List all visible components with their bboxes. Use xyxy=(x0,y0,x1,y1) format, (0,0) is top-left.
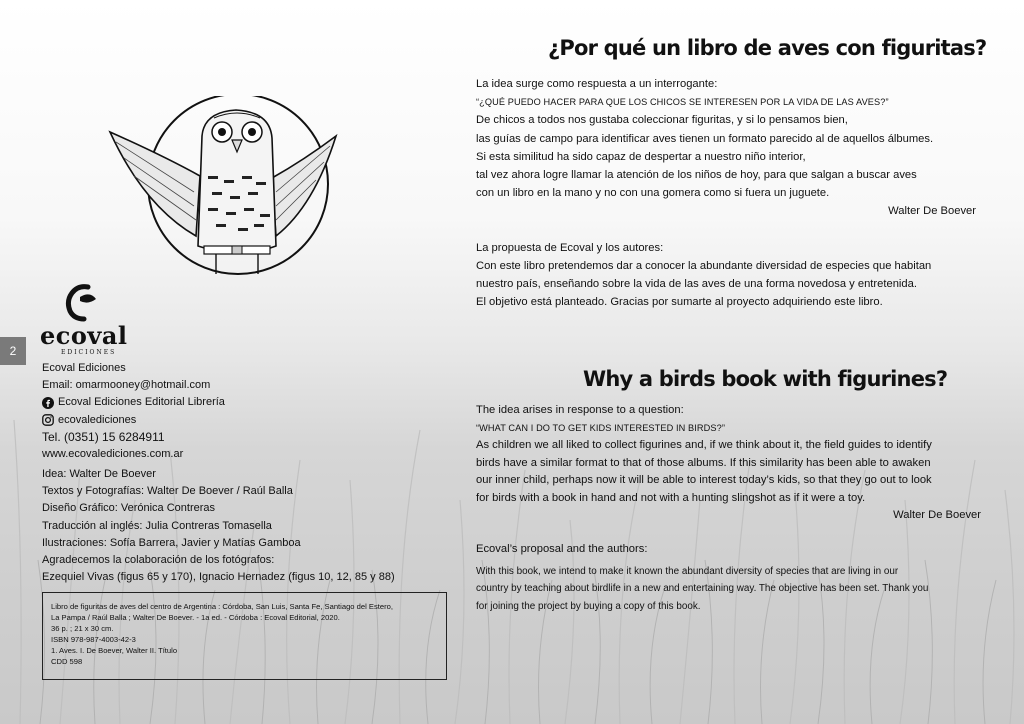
catalog-line: Libro de figuritas de aves del centro de Argentina : Córdoba, San Luis, Santa Fe, Santiago del Estero, xyxy=(51,602,393,611)
english-paragraph-line: our inner child, perhaps now it will be able to interest today’s kids, so that they go out to look xyxy=(476,474,932,486)
spanish-paragraph-line: De chicos a todos nos gustaba coleccionar figuritas, y si lo pensamos bien, xyxy=(476,114,848,127)
english-proposal-line: country by teaching about birdlife in a new and entertaining way. The objective has been set. Thank you xyxy=(476,583,929,595)
spanish-paragraph-line: tal vez ahora logre llamar la atención de los niños de hoy, para que salgan a buscar aves xyxy=(476,169,917,182)
credits-list xyxy=(42,466,442,586)
owl-illustration xyxy=(104,96,344,286)
credit-line: Textos y Fotografías: Walter De Boever / Raúl Balla xyxy=(42,485,293,498)
spanish-paragraph-line: Si esta similitud ha sido capaz de despertar a nuestro niño interior, xyxy=(476,150,806,163)
instagram-label: ecovalediciones xyxy=(58,413,137,426)
credit-line: Traducción al inglés: Julia Contreras Tomasella xyxy=(42,519,272,532)
catalog-line: 1. Aves. I. De Boever, Walter II. Título xyxy=(51,646,178,656)
spanish-body xyxy=(476,75,976,311)
english-question: “WHAT CAN I DO TO GET KIDS INTERESTED IN BIRDS?” xyxy=(476,422,725,433)
catalog-line: La Pampa / Raúl Balla ; Walter De Boever. - 1a ed. - Córdoba : Ecoval Editorial, 2020. xyxy=(51,613,340,623)
credit-line: Diseño Gráfico: Verónica Contreras xyxy=(42,502,216,515)
spanish-proposal-line: El objetivo está planteado. Gracias por sumarte al proyecto adquiriendo este libro. xyxy=(476,296,883,309)
page-number-tab: 2 xyxy=(0,337,26,365)
spanish-paragraph-line: las guías de campo para identificar aves tienen un formato parecido al de aquellos álbumes. xyxy=(476,132,934,145)
english-paragraph-line: As children we all liked to collect figurines and, if we think about it, the field guides to identify xyxy=(476,439,932,451)
contact-info xyxy=(42,360,362,463)
catalog-line: ISBN 978-987-4003-42-3 xyxy=(51,635,136,645)
ecoval-logo xyxy=(40,283,130,355)
phone-number: Tel. (0351) 15 6284911 xyxy=(42,429,165,444)
english-paragraph-line: birds have a similar format to that of those albums. If this similarity has been able to awaken xyxy=(476,456,931,469)
spanish-proposal-line: nuestro país, enseñando sobre la vida de las aves de una forma novedosa y entretenida. xyxy=(476,278,917,291)
catalog-line: 36 p. ; 21 x 30 cm. xyxy=(51,624,114,634)
spanish-proposal-title: La propuesta de Ecoval y los autores: xyxy=(476,241,664,254)
english-body xyxy=(476,402,981,525)
facebook-row[interactable] xyxy=(42,394,362,411)
spanish-paragraph-line: con un libro en la mano y no con una gomera como si fuera un juguete. xyxy=(476,187,830,200)
english-proposal-title: Ecoval’s proposal and the authors: xyxy=(476,543,648,555)
instagram-icon xyxy=(42,414,54,426)
spanish-intro: La idea surge como respuesta a un interrogante: xyxy=(476,78,718,90)
english-intro: The idea arises in response to a question: xyxy=(476,404,684,416)
spanish-signature: Walter De Boever xyxy=(888,205,976,218)
spanish-question: “¿QUÉ PUEDO HACER PARA QUE LOS CHICOS SE INTERESEN POR LA VIDA DE LAS AVES?” xyxy=(476,97,889,108)
website-link[interactable]: www.ecovalediciones.com.ar xyxy=(42,448,184,461)
spanish-proposal-line: Con este libro pretendemos dar a conocer la abundante diversidad de especies que habitan xyxy=(476,259,932,272)
brand-sub: EDICIONES xyxy=(61,349,117,356)
brand-name: ecoval xyxy=(40,321,128,350)
company-name: Ecoval Ediciones xyxy=(42,362,126,374)
facebook-icon xyxy=(42,397,54,409)
spanish-heading: ¿Por qué un libro de aves con figuritas? xyxy=(548,36,987,60)
english-signature: Walter De Boever xyxy=(893,509,981,521)
credit-line: Ezequiel Vivas (figus 65 y 170), Ignacio Hernadez (figus 10, 12, 85 y 88) xyxy=(42,571,395,584)
credit-line: Idea: Walter De Boever xyxy=(42,468,156,480)
catalog-record-box xyxy=(42,592,447,680)
facebook-label: Ecoval Ediciones Editorial Librería xyxy=(58,396,225,409)
credit-line: Agradecemos la colaboración de los fotógrafos: xyxy=(42,554,275,567)
english-proposal-line: for joining the project by buying a copy of this book. xyxy=(476,600,701,612)
english-proposal xyxy=(476,563,981,615)
english-paragraph-line: for birds with a book in hand and not with a hunting slingshot as if it were a toy. xyxy=(476,491,866,504)
credit-line: Ilustraciones: Sofía Barrera, Javier y Matías Gamboa xyxy=(42,536,301,549)
english-proposal-line: With this book, we intend to make it known the abundant diversity of species that are living in our xyxy=(476,566,899,577)
english-heading: Why a birds book with figurines? xyxy=(583,367,948,391)
instagram-row[interactable] xyxy=(42,412,362,429)
catalog-line: CDD 598 xyxy=(51,657,83,667)
email-address[interactable]: Email: omarmooney@hotmail.com xyxy=(42,379,211,392)
